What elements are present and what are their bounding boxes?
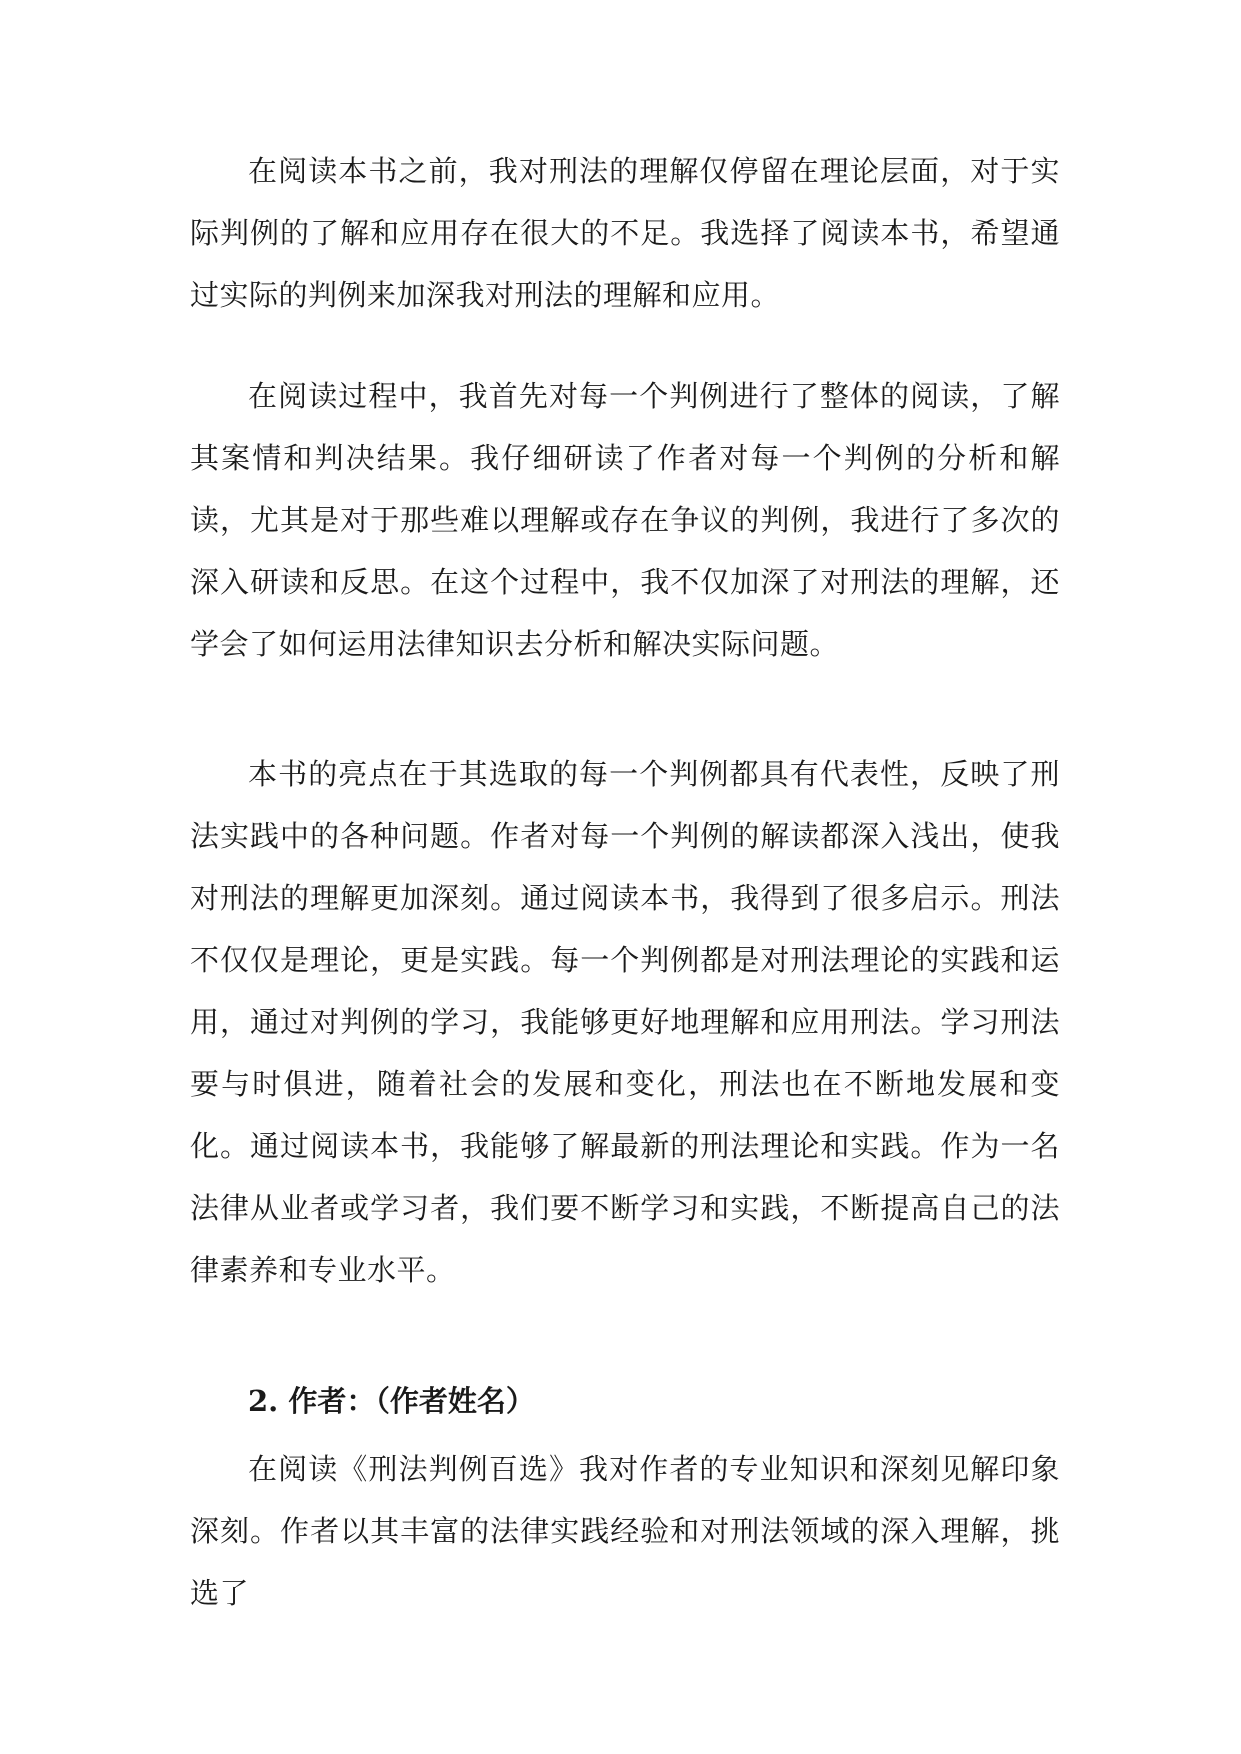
paragraph-reading-process: 在阅读过程中，我首先对每一个判例进行了整体的阅读，了解其案情和判决结果。我仔细研读了作者对每一个判例的分析和解读，尤其是对于那些难以理解或存在争议的判例，我进行了多次的深入研读和反思。在这个过程中，我不仅加深了对刑法的理解，还学会了如何运用法律知识去分析和解决实际问题。 <box>190 379 1060 661</box>
paragraph-highlights: 本书的亮点在于其选取的每一个判例都具有代表性，反映了刑法实践中的各种问题。作者对每一个判例的解读都深入浅出，使我对刑法的理解更加深刻。通过阅读本书，我得到了很多启示。刑法不仅仅是理论，更是实践。每一个判例都是对刑法理论的实践和运用，通过对判例的学习，我能够更好地理解和应用刑法。学习刑法要与时俱进，随着社会的发展和变化，刑法也在不断地发展和变化。通过阅读本书，我能够了解最新的刑法理论和实践。作为一名法律从业者或学习者，我们要不断学习和实践，不断提高自己的法律素养和专业水平。 <box>190 757 1060 1287</box>
section-heading-author: 2. 作者：（作者姓名） <box>248 1384 535 1418</box>
paragraph-intro: 在阅读本书之前，我对刑法的理解仅停留在理论层面，对于实际判例的了解和应用存在很大的不足。我选择了阅读本书，希望通过实际的判例来加深我对刑法的理解和应用。 <box>190 154 1060 312</box>
paragraph-author: 在阅读《刑法判例百选》我对作者的专业知识和深刻见解印象深刻。作者以其丰富的法律实践经验和对刑法领域的深入理解，挑选了 <box>190 1452 1060 1610</box>
